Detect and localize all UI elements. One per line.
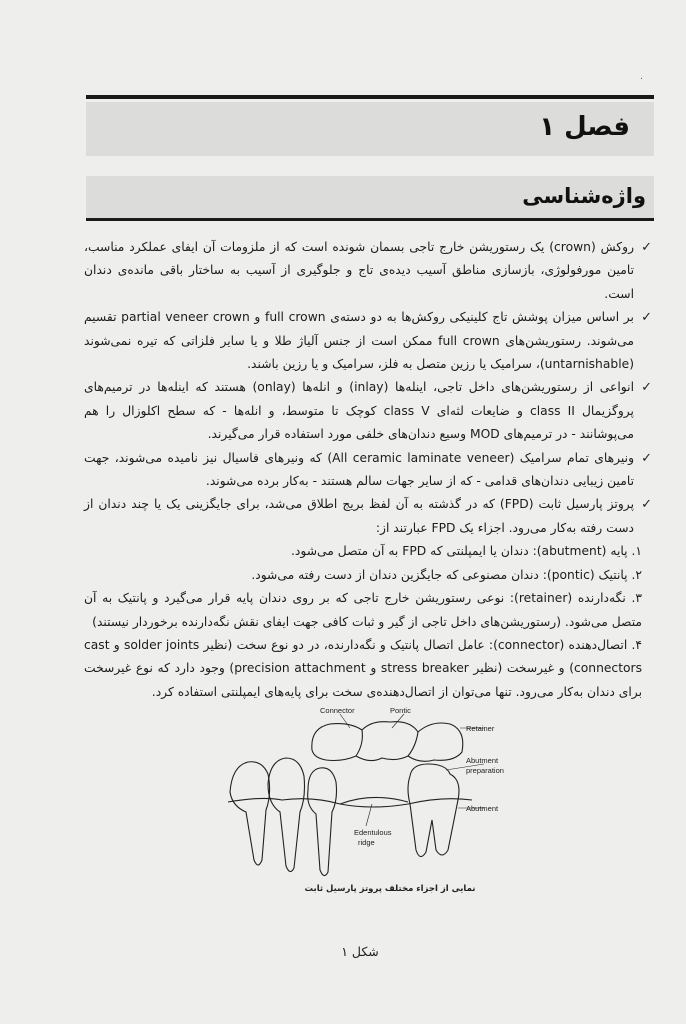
abutment-preparation-label-2: preparation: [466, 766, 504, 775]
check-icon: ✓: [641, 450, 652, 466]
main-text: [84, 236, 652, 704]
fpd-component-item: ۴. اتصال‌دهنده (connector): عامل اتصال پانتیک و نگه‌دارنده، در دو نوع سخت (نظیر solder joints و cast connectors) و غیرسخت (نظیر stress breaker و precision attachment) وجود دارد که نوع غیرسخت برای دندان به‌کار می‌رود. تنها می‌توان از اتصال‌دهنده‌ی سخت برای پایه‌های ایمپلنتی استفاده کرد.: [84, 637, 643, 699]
figure-number: شکل ۱: [341, 944, 379, 959]
bullet-item: ✓ پروتز پارسیل ثابت (FPD) که در گذشته به آن لفظ بریج اطلاق می‌شد، برای جایگزینی یک یا چند دندان از دست رفته به‌کار می‌رود. اجزاء یک FPD عبارتند از:: [84, 493, 652, 540]
section-header: [86, 176, 654, 218]
fpd-component-item: ۲. پانتیک (pontic): دندان مصنوعی که جایگزین دندان از دست رفته می‌شود.: [251, 567, 642, 582]
check-icon: ✓: [641, 310, 652, 326]
edentulous-label-1: Edentulous: [354, 828, 392, 837]
fpd-component-item: ۱. پایه (abutment): دندان یا ایمپلنتی که FPD به آن متصل می‌شود.: [291, 544, 642, 559]
section-rule: [86, 218, 654, 221]
bullet-item: ✓ انواعی از رستوریشن‌های داخل تاجی، اینله‌ها (inlay) و انله‌ها (onlay) هستند که اینله‌ها در ترمیم‌های پروگزیمال class II و ضایعات لثه‌ای class V کوچک تا متوسط، و انله‌ها - که سطح اکلوزال را هم می‌پوشانند - در ترمیم‌های MOD وسیع دندان‌های خلفی مورد استفاده قرار می‌گیرند.: [84, 376, 652, 446]
bullet-item: ✓ روکش (crown) یک رستوریشن خارج تاجی بسمان شونده است که از ملزومات آن ایفای عملکرد مناسب، تامین مورفولوژی، بازسازی مناطق آسیب دیده‌ی تاج و جلوگیری از آسیب به ساختار باقی مانده‌ی دندان است.: [84, 236, 652, 306]
abutment-label: Abutment: [466, 804, 499, 813]
abutment-preparation-label-1: Abutment: [466, 756, 499, 765]
retainer-label: Retainer: [466, 724, 495, 733]
check-icon: ✓: [641, 380, 652, 396]
section-title: واژه‌شناسی: [522, 184, 646, 208]
edentulous-label-2: ridge: [358, 838, 375, 847]
chapter-header: [86, 102, 654, 156]
bullet-item: ✓ ونیرهای تمام سرامیک (All ceramic laminate veneer) که ونیرهای فاسیال نیز نامیده می‌شوند، جهت تامین زیبایی دندان‌های قدامی - که از سایر جهات سالم هستند - به‌کار برده می‌شوند.: [84, 447, 652, 494]
pontic-label: Pontic: [390, 706, 411, 715]
check-icon: ✓: [641, 240, 652, 255]
bullet-item: ✓ بر اساس میزان پوشش تاج کلینیکی روکش‌ها به دو دسته‌ی full crown و partial veneer crown تقسیم می‌شوند. رستوریشن‌های full crown ممکن است از جنس آلیاژ طلا و یا سایر فلزاتی که تیره نمی‌شوند (untarnishable)، سرامیک یا رزین متصل به فلز، سرامیک و یا رزین باشند.: [84, 306, 652, 376]
fpd-diagram: [222, 700, 522, 910]
connector-label: Connector: [320, 706, 355, 715]
check-icon: ✓: [641, 497, 652, 513]
page-mark: .: [640, 72, 643, 82]
chapter-title: فصل ۱: [539, 112, 630, 142]
chapter-top-rule: [86, 95, 654, 99]
figure-caption: نمایی از اجزاء مختلف پروتز پارسیل ثابت: [304, 884, 476, 894]
fpd-component-item: ۳. نگه‌دارنده (retainer): نوعی رستوریشن خارج تاجی که بر روی دندان پایه قرار می‌گیرد و پانتیک به آن متصل می‌شود. (رستوریشن‌های داخل تاجی از گیر و ثبات کافی جهت ایفای نقش نگه‌دارنده برخوردار نیستند): [84, 591, 643, 629]
